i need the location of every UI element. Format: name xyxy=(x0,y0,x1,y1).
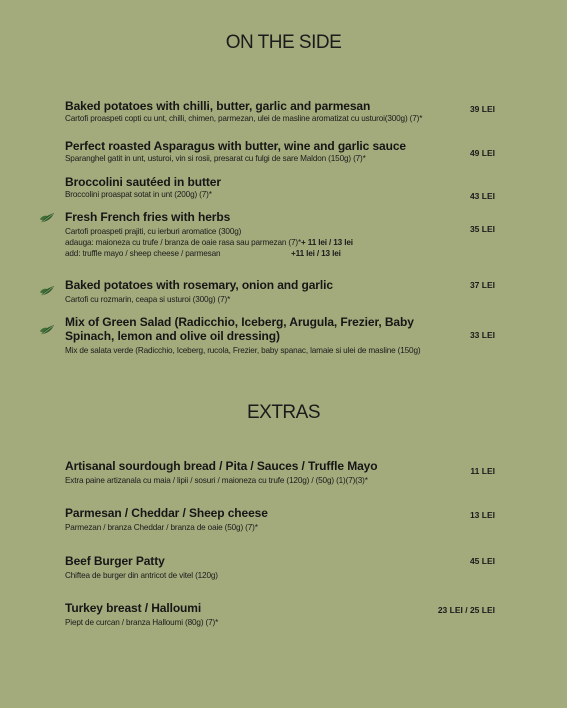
leaf-icon xyxy=(39,324,55,336)
section-title-extras: EXTRAS xyxy=(246,402,321,423)
item-price: 43 LEI xyxy=(469,191,495,201)
item-addon-ro xyxy=(65,237,505,248)
item-price: 11 LEI xyxy=(470,466,495,476)
item-price: 33 LEI xyxy=(469,330,495,340)
item-name: Broccolini sautéed in butter xyxy=(65,175,221,189)
item-addon-en xyxy=(65,248,505,259)
item-description: Cartofi proaspeti copti cu unt, chilli, chimen, parmezan, ulei de masline aromatizat cu usturoi(300g) (7)* xyxy=(65,114,423,123)
addon-price: + 11 lei / 13 lei xyxy=(301,238,353,247)
item-price: 45 LEI xyxy=(469,556,495,566)
item-name: Baked potatoes with rosemary, onion and garlic xyxy=(65,278,333,292)
item-name: Beef Burger Patty xyxy=(65,554,165,568)
item-description: Cartofi cu rozmarin, ceapa si usturoi (300g) (7)* xyxy=(65,295,231,304)
leaf-icon xyxy=(39,285,55,297)
item-price: 13 LEI xyxy=(469,510,495,520)
item-description: Chiftea de burger din antricot de vitel (120g) xyxy=(65,571,218,580)
item-name: Mix of Green Salad (Radicchio, Iceberg, Arugula, Frezier, Baby Spinach, lemon and olive oil dressing) xyxy=(65,315,414,343)
item-description: Piept de curcan / branza Halloumi (80g) (7)* xyxy=(65,618,219,627)
item-name: Perfect roasted Asparagus with butter, wine and garlic sauce xyxy=(65,139,406,153)
item-description: Cartofi proaspeti prajiti, cu ierburi aromatice (300g) xyxy=(65,227,242,236)
item-description: Parmezan / branza Cheddar / branza de oaie (50g) (7)* xyxy=(65,523,258,532)
item-name: Artisanal sourdough bread / Pita / Sauces / Truffle Mayo xyxy=(65,459,378,473)
item-price: 39 LEI xyxy=(469,104,495,114)
item-price: 49 LEI xyxy=(469,148,495,158)
item-price: 37 LEI xyxy=(469,280,495,290)
item-description: Extra paine artizanala cu maia / lipii / sosuri / maioneza cu trufe (120g) / (50g) (1)(7)(3)* xyxy=(65,476,368,485)
menu-item xyxy=(65,210,505,259)
section-title-side: ON THE SIDE xyxy=(225,32,342,53)
item-price: 23 LEI / 25 LEI xyxy=(437,605,495,615)
item-name: Baked potatoes with chilli, butter, garlic and parmesan xyxy=(65,99,371,113)
item-price: 35 LEI xyxy=(469,224,495,234)
item-name: Fresh French fries with herbs xyxy=(65,210,231,224)
item-name: Turkey breast / Halloumi xyxy=(65,601,202,615)
addon-text: adauga: maioneza cu trufe / branza de oaie rasa sau parmezan (7)* xyxy=(65,238,302,247)
item-description: Mix de salata verde (Radicchio, Iceberg, rucola, Frezier, baby spanac, lamaie si ulei de masline (150g) xyxy=(65,346,421,355)
addon-text: add: truffle mayo / sheep cheese / parmesan xyxy=(65,249,221,258)
item-description: Broccolini proaspat sotat in unt (200g) (7)* xyxy=(65,190,212,199)
addon-price: +11 lei / 13 lei xyxy=(291,249,341,258)
leaf-icon xyxy=(39,212,55,224)
item-description: Sparanghel gatit in unt, usturoi, vin si rosii, presarat cu fulgi de sare Maldon (150g) (7)* xyxy=(65,154,366,163)
item-name: Parmesan / Cheddar / Sheep cheese xyxy=(65,506,268,520)
